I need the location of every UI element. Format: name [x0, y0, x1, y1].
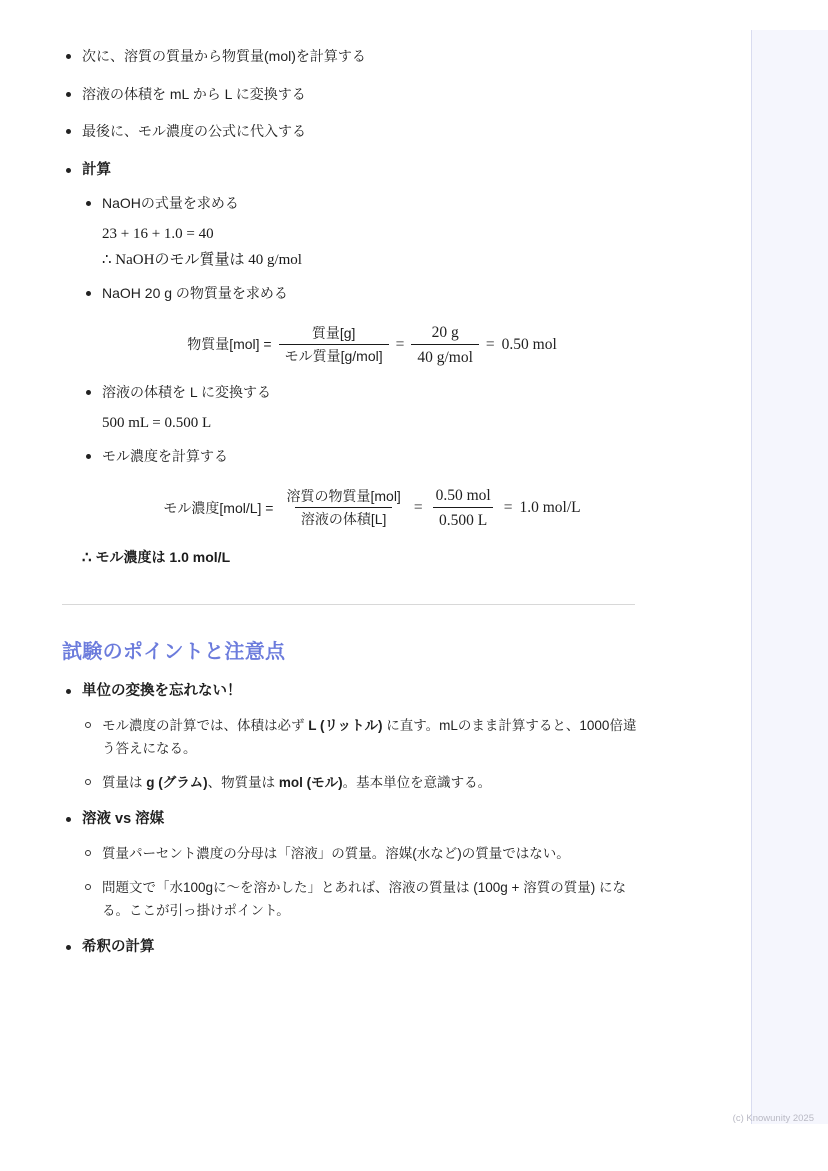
point-1-item-1-bold: L (リットル) [308, 717, 383, 733]
step-1-line-1: 23 + 16 + 1.0 = 40 [102, 226, 214, 243]
step-4-equals-1: = [413, 499, 423, 517]
step-2-frac2-den: 40 g/mol [411, 344, 479, 367]
step-2-rhs: 0.50 mol [501, 336, 557, 354]
calculation-section [62, 159, 642, 570]
point-1-item-2-bold: g (グラム) [146, 774, 208, 790]
copyright-footer: (c) Knowunity 2025 [732, 1113, 814, 1124]
step-2-lhs: 物質量[mol] = [187, 336, 272, 353]
final-result [82, 547, 642, 570]
step-4-fraction-1 [280, 488, 406, 529]
point-1-item-2-post: 。基本単位を意識する。 [342, 774, 492, 790]
point-1-item-1-pre: モル濃度の計算では、体積は必ず [102, 717, 309, 733]
point-2-item-2: 問題文で「水100gに〜を溶かした」とあれば、溶液の質量は (100g + 溶質の質量) になる。ここが引っ掛けポイント。 [102, 879, 626, 919]
point-2-items [82, 842, 642, 923]
point-1-item-2-pre: 質量は [102, 774, 147, 790]
step-4-frac2-num: 0.50 mol [435, 487, 491, 505]
step-4-frac1-den: 溶液の体積[L] [295, 507, 393, 529]
step-1-line-2: ∴ NaOHのモル質量は 40 g/mol [102, 252, 302, 269]
document-content [62, 30, 642, 973]
step-4-equals-2: = [503, 499, 513, 517]
section-title: 試験のポイントと注意点 [62, 641, 286, 664]
calculation-heading-item [62, 159, 642, 570]
list-item [62, 84, 642, 106]
intro-step-list [62, 46, 642, 143]
calculation-heading: 計算 [82, 162, 111, 179]
list-item [82, 193, 642, 273]
point-1-item-2-bold2: mol (モル) [278, 774, 343, 790]
point-2-heading: 溶液 vs 溶媒 [82, 811, 165, 828]
step-2-fraction-2 [411, 323, 479, 368]
step-2-label: NaOH 20 g の物質量を求める [102, 285, 288, 302]
point-1 [62, 680, 642, 794]
point-1-item-1-post: に直す。mLのまま計算すると、1000倍違う答えになる。 [102, 717, 637, 756]
list-item [82, 842, 642, 865]
step-2-equals-2: = [485, 336, 495, 354]
point-1-heading: 単位の変換を忘れない！ [82, 683, 242, 700]
section-divider [62, 604, 635, 605]
list-item [62, 121, 642, 143]
step-2-equation [102, 323, 642, 368]
point-1-item-2-mid: 、物質量は [207, 774, 279, 790]
step-4-rhs: 1.0 mol/L [519, 499, 581, 517]
step-2-fraction-1 [279, 325, 389, 366]
list-item [82, 283, 642, 367]
right-side-rail [751, 30, 828, 1124]
point-3-heading: 希釈の計算 [82, 939, 155, 956]
point-2-item-1: 質量パーセント濃度の分母は「溶液」の質量。溶媒(水など)の質量ではない。 [102, 845, 570, 861]
therefore-symbol: ∴ [82, 549, 92, 566]
step-4-lhs: モル濃度[mol/L] = [163, 499, 274, 516]
step-2-frac1-num: 質量[g] [311, 324, 356, 341]
intro-step-2: 溶液の体積を mL から L に変換する [82, 85, 306, 102]
point-3 [62, 936, 642, 958]
step-4-fraction-2 [430, 486, 497, 531]
step-2-equals-1: = [395, 336, 405, 354]
intro-step-3: 最後に、モル濃度の公式に代入する [82, 123, 306, 140]
intro-step-1: 次に、溶質の質量から物質量(mol)を計算する [82, 48, 366, 64]
list-item [62, 46, 642, 68]
step-4-label: モル濃度を計算する [102, 448, 228, 465]
step-4-frac1-num: 溶質の物質量[mol] [286, 487, 401, 504]
step-2-frac2-num: 20 g [431, 323, 459, 341]
point-2 [62, 808, 642, 922]
list-item [82, 714, 642, 760]
step-2-frac1-den: モル質量[g/mol] [279, 344, 389, 366]
list-item [82, 876, 642, 922]
step-4-equation [102, 486, 642, 531]
list-item [82, 382, 642, 436]
point-1-items [82, 714, 642, 795]
calculation-steps [82, 193, 642, 531]
step-4-frac2-den: 0.500 L [433, 507, 493, 530]
step-3-line-1: 500 mL = 0.500 L [102, 415, 212, 432]
exam-points-list [62, 680, 642, 959]
step-1-label: NaOHの式量を求める [102, 194, 239, 211]
list-item [82, 771, 642, 794]
final-result-text: モル濃度は 1.0 mol/L [95, 548, 231, 565]
list-item [82, 446, 642, 530]
step-3-label: 溶液の体積を L に変換する [102, 383, 272, 400]
